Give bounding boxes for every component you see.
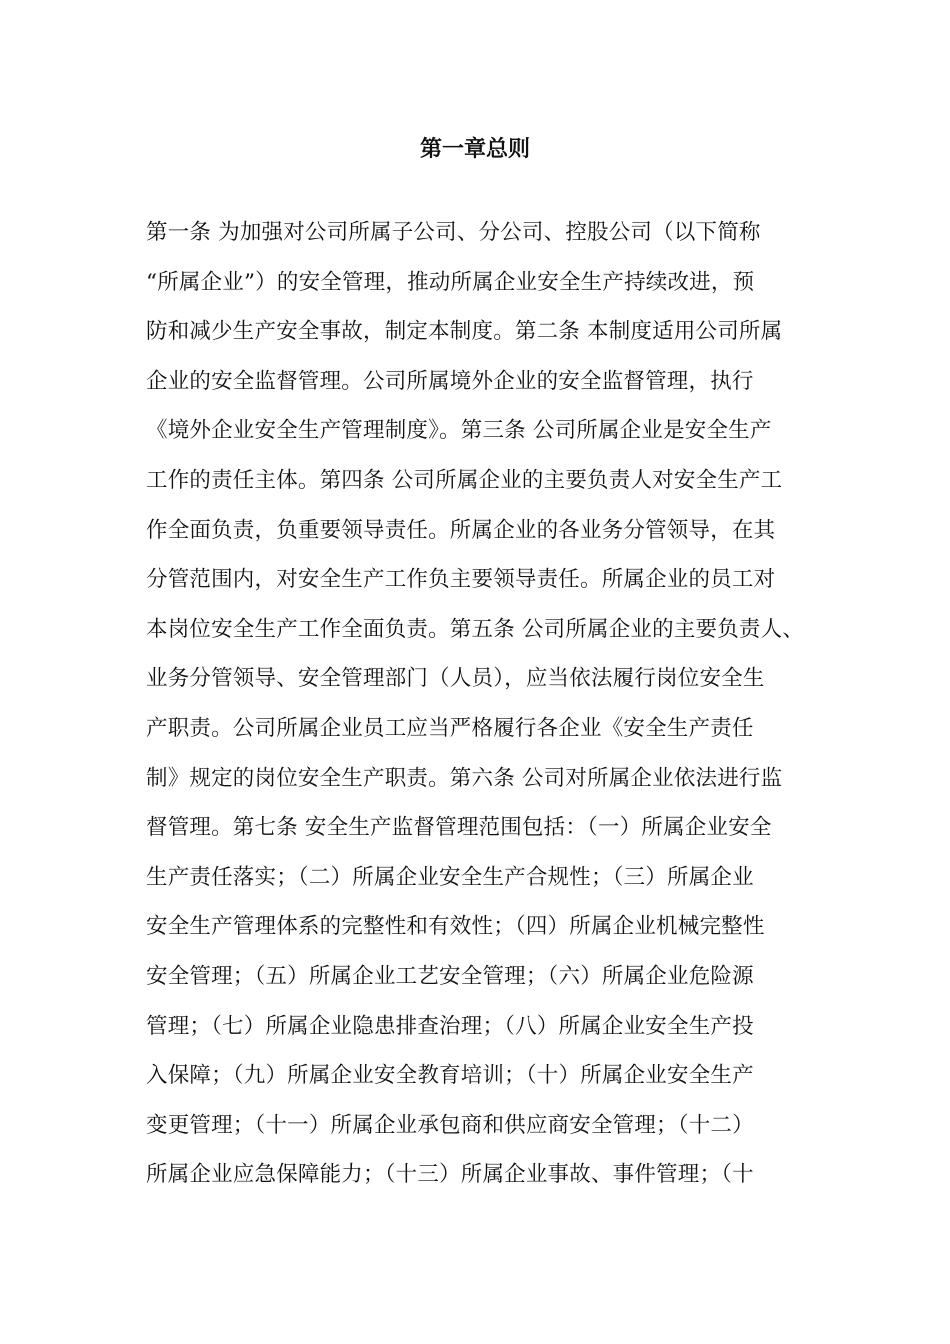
text-line: 变更管理；（十一）所属企业承包商和供应商安全管理；（十二） bbox=[146, 1112, 754, 1138]
text-line: 生产责任落实；（二）所属企业安全生产合规性；（三）所属企业 bbox=[146, 864, 754, 890]
text-line: 《境外企业安全生产管理制度》。第三条 公司所属企业是安全生产 bbox=[146, 418, 772, 444]
chapter-title: 第一章总则 bbox=[419, 137, 530, 162]
text-line: 工作的责任主体。第四条 公司所属企业的主要负责人对安全生产工 bbox=[146, 467, 783, 493]
text-line: 安全管理；（五）所属企业工艺安全管理；（六）所属企业危险源 bbox=[146, 963, 754, 989]
body-paragraph bbox=[146, 208, 826, 1200]
text-line: 制》规定的岗位安全生产职责。第六条 公司对所属企业依法进行监 bbox=[146, 765, 783, 791]
text-line: 第一条 为加强对公司所属子公司、分公司、控股公司（以下简称 bbox=[146, 220, 761, 245]
text-line: 作全面负责，负重要领导责任。所属企业的各业务分管领导，在其 bbox=[146, 517, 776, 543]
text-line: 管理；（七）所属企业隐患排查治理；（八）所属企业安全生产投 bbox=[146, 1013, 754, 1039]
text-line: 产职责。公司所属企业员工应当严格履行各企业《安全生产责任 bbox=[146, 715, 754, 741]
text-line: 分管范围内，对安全生产工作负主要领导责任。所属企业的员工对 bbox=[146, 567, 776, 593]
text-line: 入保障；（九）所属企业安全教育培训；（十）所属企业安全生产 bbox=[146, 1063, 754, 1089]
text-line: 所属企业应急保障能力；（十三）所属企业事故、事件管理；（十 bbox=[146, 1162, 754, 1188]
text-line: 业务分管领导、安全管理部门（人员），应当依法履行岗位安全生 bbox=[146, 666, 765, 692]
text-line: 督管理。第七条 安全生产监督管理范围包括：（一）所属企业安全 bbox=[146, 815, 772, 841]
text-line: 企业的安全监督管理。公司所属境外企业的安全监督管理，执行 bbox=[146, 368, 754, 394]
text-line: 防和减少生产安全事故，制定本制度。第二条 本制度适用公司所属 bbox=[146, 319, 783, 345]
text-line: 本岗位安全生产工作全面负责。第五条 公司所属企业的主要负责人、 bbox=[146, 616, 805, 642]
text-line: “所属企业”）的安全管理，推动所属企业安全生产持续改进，预 bbox=[146, 269, 755, 295]
text-line: 安全生产管理体系的完整性和有效性；（四）所属企业机械完整性 bbox=[146, 914, 765, 940]
